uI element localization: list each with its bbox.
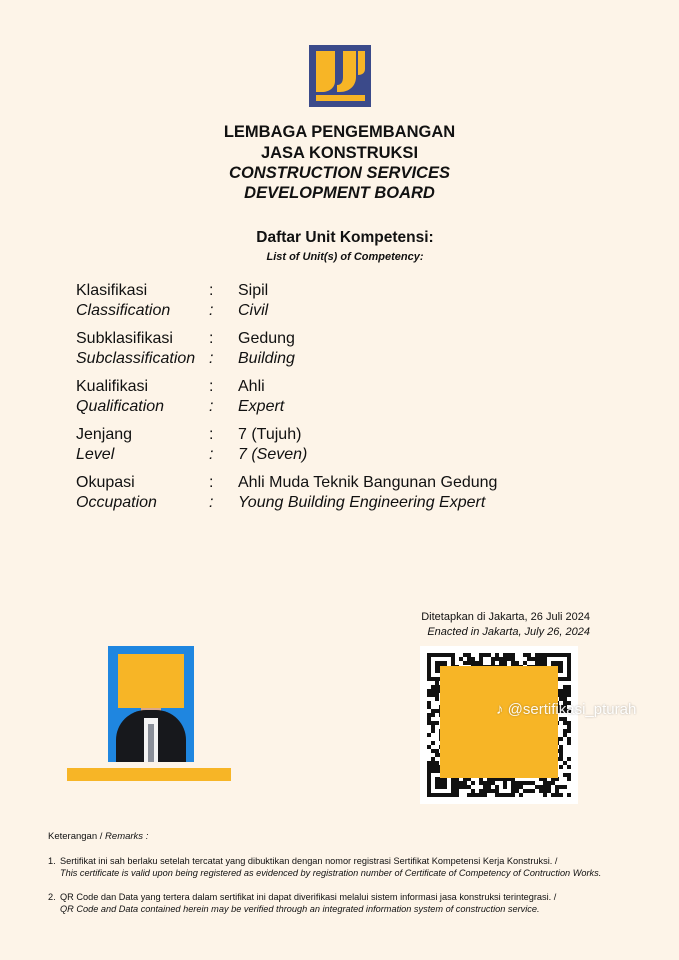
field-colon: :	[209, 378, 214, 395]
field-colon: :	[209, 446, 214, 463]
remarks-heading-en: Remarks :	[105, 831, 149, 842]
field-value: 7 (Seven)	[238, 446, 308, 463]
remark-text	[60, 891, 652, 915]
field-value: Building	[238, 350, 295, 367]
holder-photo	[108, 646, 194, 762]
qr-code[interactable]	[420, 646, 578, 804]
field-label: Klasifikasi	[76, 282, 148, 299]
photo-tie	[148, 724, 154, 762]
field-value: Civil	[238, 302, 269, 319]
field-label: Occupation	[76, 494, 157, 511]
remark-text-id: QR Code dan Data yang tertera dalam sertifikat ini dapat diverifikasi melalui sistem informasi jasa konstruksi terintegrasi. /	[60, 892, 557, 902]
remarks-heading-id: Keterangan /	[48, 831, 106, 842]
remark-text-id: Sertifikat ini sah berlaku setelah tercatat yang dibuktikan dengan nomor registrasi Sertifikat Kompetensi Kerja Konstruksi. /	[60, 856, 558, 866]
watermark	[496, 701, 636, 718]
field-label: Classification	[76, 302, 171, 319]
holder-name-redaction	[67, 768, 231, 781]
remark-text-en: This certificate is valid upon being registered as evidenced by registration number of Certificate of Competency of Contruction Works.	[60, 868, 602, 878]
qr-redaction	[440, 666, 558, 778]
photo-redaction	[118, 654, 184, 708]
field-value: Sipil	[238, 282, 269, 299]
remarks-heading	[48, 831, 148, 842]
field-value: Gedung	[238, 330, 295, 347]
field-label: Qualification	[76, 398, 165, 415]
section-subtitle: List of Unit(s) of Competency:	[266, 251, 424, 263]
org-name-en-line2: DEVELOPMENT BOARD	[244, 184, 435, 202]
field-label: Kualifikasi	[76, 378, 149, 395]
remark-text-en: QR Code and Data contained herein may be verified through an integrated information system of construction service.	[60, 904, 540, 914]
field-value: Young Building Engineering Expert	[238, 494, 486, 511]
org-name-id-line1: LEMBAGA PENGEMBANGAN	[223, 123, 456, 141]
field-value: Ahli	[238, 378, 265, 395]
org-name-id-line2: JASA KONSTRUKSI	[260, 144, 419, 162]
field-colon: :	[209, 282, 214, 299]
field-colon: :	[209, 302, 214, 319]
org-name-en-line1: CONSTRUCTION SERVICES	[229, 164, 450, 182]
field-label: Level	[76, 446, 115, 463]
field-colon: :	[209, 494, 214, 511]
watermark-text: @sertifikasi_pturah	[507, 701, 637, 718]
section-title: Daftar Unit Kompetensi:	[256, 229, 434, 246]
field-label: Okupasi	[76, 474, 135, 491]
field-colon: :	[209, 474, 214, 491]
field-colon: :	[209, 350, 214, 367]
remark-text	[60, 855, 652, 879]
field-colon: :	[209, 398, 214, 415]
pu-logo-icon	[309, 45, 371, 107]
tiktok-icon: ♪	[496, 701, 504, 718]
remark-number: 2.	[48, 892, 56, 902]
field-value: Ahli Muda Teknik Bangunan Gedung	[238, 474, 498, 491]
field-value: Expert	[238, 398, 285, 415]
enactment-en: Enacted in Jakarta, July 26, 2024	[427, 626, 590, 638]
field-label: Subclassification	[76, 350, 196, 367]
remark-number: 1.	[48, 856, 56, 866]
field-value: 7 (Tujuh)	[238, 426, 302, 443]
field-colon: :	[209, 330, 214, 347]
enactment-id: Ditetapkan di Jakarta, 26 Juli 2024	[421, 611, 590, 623]
field-label: Subklasifikasi	[76, 330, 173, 347]
field-colon: :	[209, 426, 214, 443]
field-label: Jenjang	[76, 426, 133, 443]
